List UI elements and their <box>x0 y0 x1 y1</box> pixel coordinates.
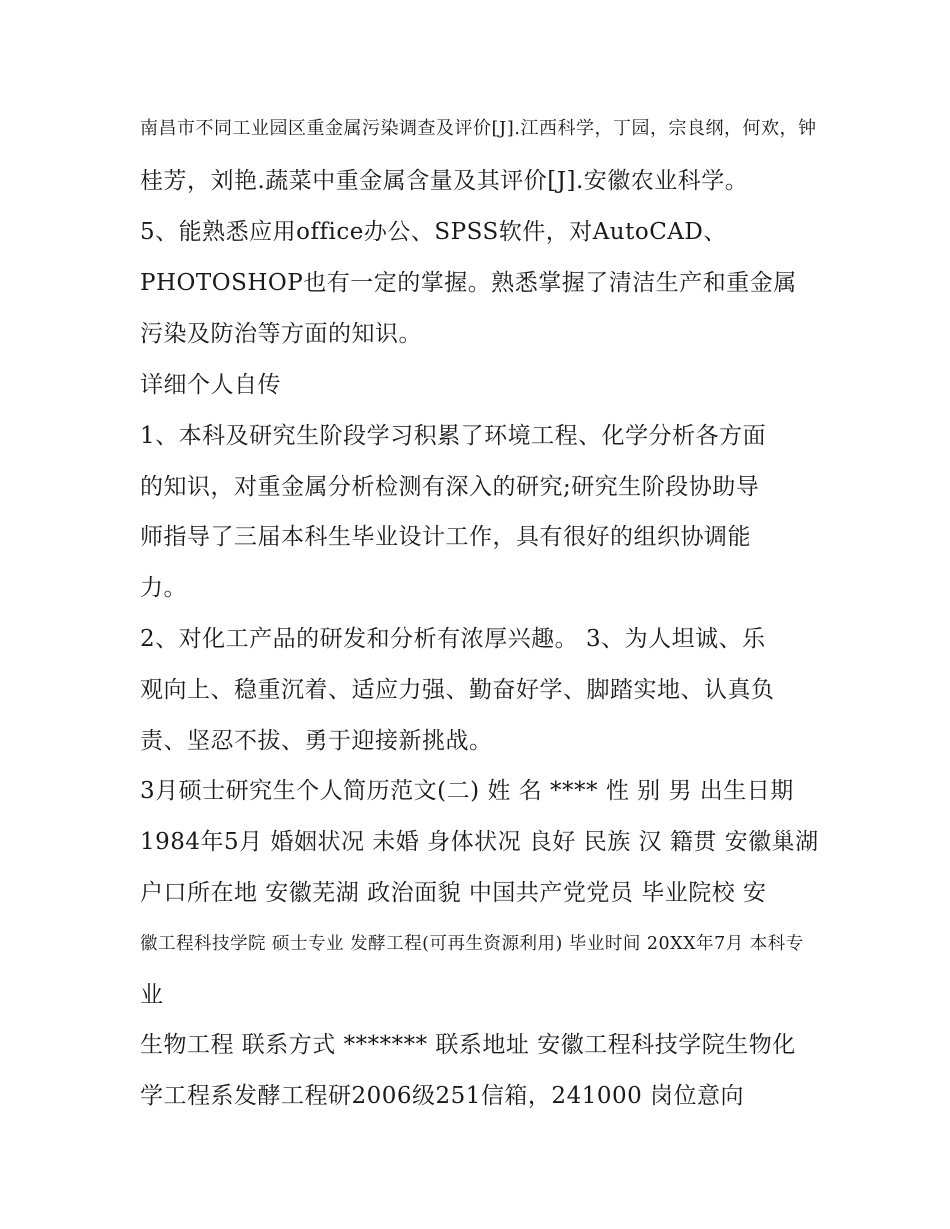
text-line: 桂芳，刘艳.蔬菜中重金属含量及其评价[J].安徽农业科学。 <box>140 168 749 194</box>
text-line: 5、能熟悉应用office办公、SPSS软件，对AutoCAD、 <box>140 219 727 245</box>
text-line: 业 <box>140 982 164 1008</box>
text-line: 徽工程科技学院 硕士专业 发酵工程(可再生资源利用) 毕业时间 20XX年7月 本科专 <box>140 934 804 954</box>
text-line: 户口所在地 安徽芜湖 政治面貌 中国共产党党员 毕业院校 安 <box>140 880 767 906</box>
text-line: 的知识，对重金属分析检测有深入的研究;研究生阶段协助导 <box>140 474 760 500</box>
text-line: 1984年5月 婚姻状况 未婚 身体状况 良好 民族 汉 籍贯 安徽巢湖 <box>140 829 819 855</box>
text-line: 责、坚忍不拔、勇于迎接新挑战。 <box>140 728 493 754</box>
text-line: 学工程系发酵工程研2006级251信箱，241000 岗位意向 <box>140 1083 745 1109</box>
section-heading: 详细个人自传 <box>140 372 281 398</box>
text-line: 3月硕士研究生个人简历范文(二) 姓 名 **** 性 别 男 出生日期 <box>140 778 794 804</box>
text-line: 2、对化工产品的研发和分析有浓厚兴趣。 3、为人坦诚、乐 <box>140 626 766 652</box>
text-line: 师指导了三届本科生毕业设计工作，具有很好的组织协调能 <box>140 524 751 550</box>
text-line: 生物工程 联系方式 ******* 联系地址 安徽工程科技学院生物化 <box>140 1032 796 1058</box>
text-line: 南昌市不同工业园区重金属污染调查及评价[J].江西科学，丁园，宗良纲，何欢，钟 <box>140 118 817 139</box>
text-line: 1、本科及研究生阶段学习积累了环境工程、化学分析各方面 <box>140 423 767 449</box>
text-line: 观向上、稳重沉着、适应力强、勤奋好学、脚踏实地、认真负 <box>140 677 775 703</box>
text-line: 污染及防治等方面的知识。 <box>140 321 422 347</box>
text-line: PHOTOSHOP也有一定的掌握。熟悉掌握了清洁生产和重金属 <box>140 270 797 296</box>
text-line: 力。 <box>140 575 187 601</box>
